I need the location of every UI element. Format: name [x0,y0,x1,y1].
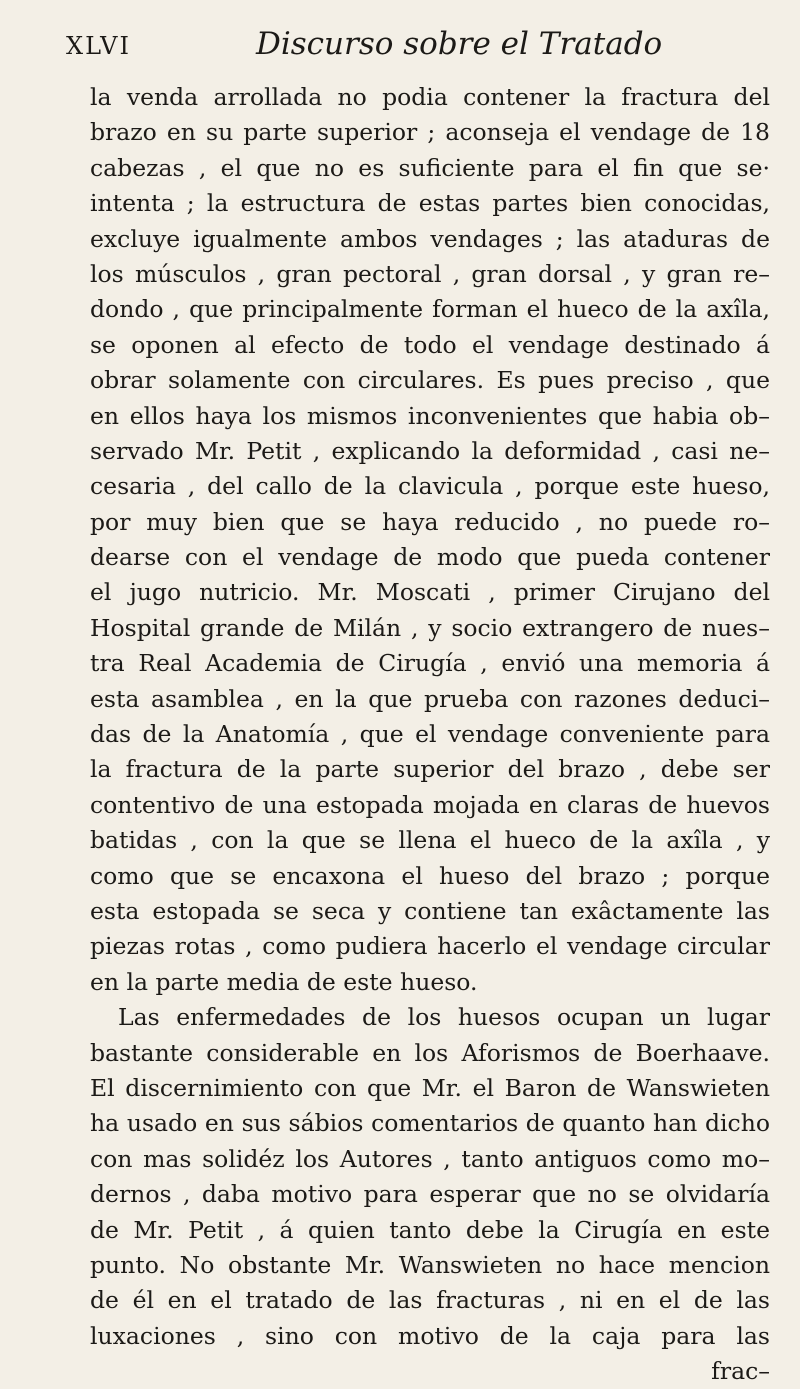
text-line: excluye igualmente ambos vendages ; las ataduras de [90,224,770,253]
text-line: dearse con el vendage de modo que pueda contener [90,543,770,572]
body-text [90,80,770,1389]
text-line: El discernimiento con que Mr. el Baron de Wanswieten [90,1073,770,1102]
text-line: Hospital grande de Milán , y socio extrangero de nues– [90,613,770,642]
text-line: el jugo nutricio. Mr. Moscati , primer Cirujano del [90,578,770,607]
text-line: de Mr. Petit , á quien tanto debe la Cirugía en este [90,1215,770,1244]
text-line: los músculos , gran pectoral , gran dorsal , y gran re– [90,259,770,288]
catchword: frac– [711,1357,770,1386]
text-line: como que se encaxona el hueso del brazo ; porque [90,861,770,890]
text-line: por muy bien que se haya reducido , no puede ro– [90,507,770,536]
text-line: se oponen al efecto de todo el vendage destinado á [90,330,770,359]
text-line: piezas rotas , como pudiera hacerlo el vendage circular [90,932,770,961]
text-line: cesaria , del callo de la clavicula , porque este hueso, [90,472,770,501]
text-line: bastante considerable en los Aforismos de Boerhaave. [90,1038,770,1067]
text-line: intenta ; la estructura de estas partes bien conocidas, [90,189,770,218]
text-line: brazo en su parte superior ; aconseja el vendage de 18 [90,118,770,147]
text-line: la fractura de la parte superior del brazo , debe ser [90,755,770,784]
text-line: contentivo de una estopada mojada en claras de huevos [90,790,770,819]
text-line: luxaciones , sino con motivo de la caja para las [90,1321,770,1350]
text-line: obrar solamente con circulares. Es pues preciso , que [90,366,770,395]
running-title: Discurso sobre el Tratado [256,26,663,62]
paragraph-first-line: Las enfermedades de los huesos ocupan un lugar [118,1003,770,1032]
text-line: batidas , con la que se llena el hueco de la axîla , y [90,826,770,855]
text-line: servado Mr. Petit , explicando la deformidad , casi ne– [90,436,770,465]
text-line: esta asamblea , en la que prueba con razones deduci– [90,684,770,713]
text-line: ha usado en sus sábios comentarios de quanto han dicho [90,1109,770,1138]
text-line: punto. No obstante Mr. Wanswieten no hace mencion [90,1250,770,1279]
text-line: dondo , que principalmente forman el hueco de la axîla, [90,295,770,324]
text-line: la venda arrollada no podia contener la fractura del [90,83,770,111]
text-line: tra Real Academia de Cirugía , envió una memoria á [90,649,770,678]
running-head [66,20,766,70]
text-line: dernos , daba motivo para esperar que no se olvidaría [90,1180,770,1209]
text-line: de él en el tratado de las fracturas , ni en el de las [90,1286,770,1315]
text-line: en ellos haya los mismos inconvenientes que habia ob– [90,401,770,430]
text-line: cabezas , el que no es suficiente para el fin que se· [90,153,770,182]
page-number: XLVI [66,32,131,60]
text-line: esta estopada se seca y contiene tan exâctamente las [90,896,770,925]
text-line: das de la Anatomía , que el vendage conveniente para [90,720,770,749]
paragraph-end-line: en la parte media de este hueso. [90,967,478,996]
text-line: con mas solidéz los Autores , tanto antiguos como mo– [90,1144,770,1173]
